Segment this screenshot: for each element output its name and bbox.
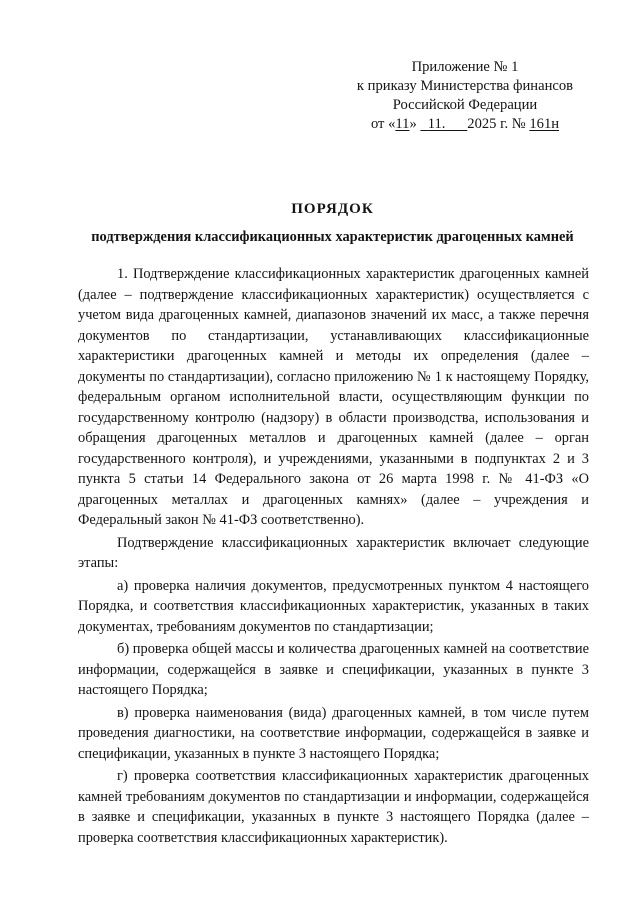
- appendix-header: [340, 58, 590, 134]
- date-mid: »: [409, 116, 417, 132]
- paragraph-a: а) проверка наличия документов, предусмотренных пунктом 4 настоящего Порядка, и соответствия классификационных характеристик, указанных в таких документах, требованиям документов по стандартизации;: [78, 577, 589, 635]
- date-year: 2025 г. №: [467, 116, 526, 132]
- appendix-country: Российской Федерации: [392, 97, 538, 113]
- document-body: [78, 264, 589, 850]
- paragraph-1: 1. Подтверждение классификационных характеристик драгоценных камней (далее – подтверждение классификационных характеристик) осуществляется с учетом вида драгоценных камней, диапазонов значений их масс, а также перечня документов по стандартизации, устанавливающих классификационные характеристики драгоценных камней и методы их определения (далее – документы по стандартизации), согласно приложению № 1 к настоящему Порядку, федеральным органом исполнительной власти, осуществляющим функции по государственному контролю (надзору) в области производства, использования и обращения драгоценных металлов и драгоценных камней (далее – орган государственного контроля), и учреждениями, указанными в подпунктах 2 и 3 пункта 5 статьи 14 Федерального закона от 26 марта 1998 г. № 41-ФЗ «О драгоценных металлах и драгоценных камнях» (далее – учреждения и Федеральный закон № 41-ФЗ соответственно).: [78, 266, 589, 528]
- paragraph-v: в) проверка наименования (вида) драгоценных камней, в том числе путем проведения диагностики, на соответствие информации, содержащейся в заявке и спецификации, указанных в пункте 3 настоящего Порядка;: [78, 704, 589, 762]
- paragraph-b: б) проверка общей массы и количества драгоценных камней на соответствие информации, содержащейся в заявке и спецификации, указанных в пункте 3 настоящего Порядка;: [78, 641, 589, 698]
- appendix-number: Приложение № 1: [411, 59, 519, 75]
- document-title: ПОРЯДОК: [291, 201, 374, 217]
- paragraph-2: Подтверждение классификационных характеристик включает следующие этапы:: [78, 534, 589, 571]
- date-prefix: от «: [370, 116, 396, 132]
- date-day: 11: [395, 116, 410, 132]
- appendix-date-line: [340, 115, 590, 134]
- paragraph-g: г) проверка соответствия классификационных характеристик драгоценных камней требованиям документов по стандартизации и информации, содержащейся в заявке и спецификации, указанных в пункте 3 настоящего Порядка (далее – проверка соответствия классификационных характеристик).: [78, 768, 589, 846]
- document-subtitle: подтверждения классификационных характеристик драгоценных камней: [91, 229, 574, 245]
- order-number: 161н: [529, 116, 560, 132]
- date-month: 11.: [427, 116, 446, 132]
- appendix-order-ref: к приказу Министерства финансов: [356, 78, 574, 94]
